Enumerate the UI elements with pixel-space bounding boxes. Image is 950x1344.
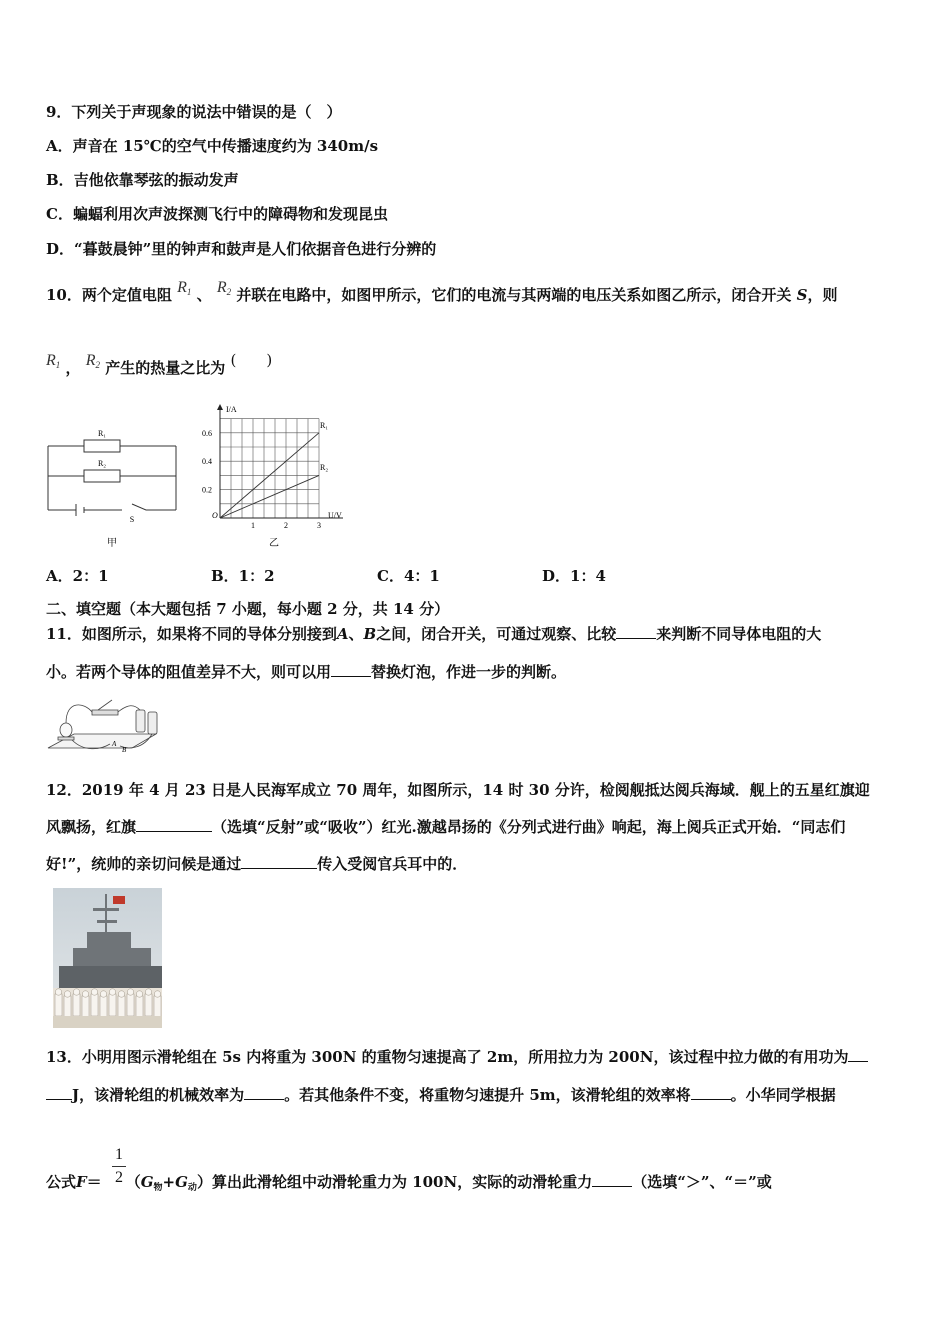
circuit-diagram [44, 420, 184, 550]
sailor-figure [136, 996, 143, 1018]
q10-r1: $R_1$ [177, 279, 192, 297]
q9-option-a: A．声音在 15℃的空气中传播速度约为 340m/s [46, 137, 379, 155]
sailor-figure [100, 996, 107, 1018]
circuit-caption: 甲 [107, 538, 117, 549]
q10-paren: ( ) [230, 351, 273, 369]
sailor-figure [145, 994, 152, 1016]
q10-line2-r2: $R_2$ [85, 352, 101, 370]
q10-option-c: C．4：1 [377, 567, 440, 585]
circuit-switch-label: S [129, 515, 135, 524]
sailor-head [154, 991, 160, 997]
sailor-head [64, 991, 70, 997]
q10-option-a: A．2：1 [46, 567, 109, 585]
graph-y-tick: 0.2 [202, 485, 212, 495]
q9-stem: 9．下列关于声现象的说法中错误的是（ ） [46, 103, 342, 121]
q13-blank-1b [46, 1085, 72, 1100]
sailor-figure [109, 994, 116, 1016]
q12-blank-1 [136, 817, 212, 832]
q10-text-1: 10．两个定值电阻 [46, 286, 172, 304]
q11-fig-a: A [112, 740, 117, 748]
q10-r2: $R_2$ [216, 279, 232, 297]
graph-line-r2 [220, 475, 319, 518]
sailor-head [55, 989, 61, 995]
q12-blank-2 [241, 854, 317, 869]
q11-circuit-figure [44, 690, 162, 754]
q10-option-b: B．1：2 [211, 567, 275, 585]
q10-line2-sep: ， [65, 359, 81, 377]
q11-fig-b: B [122, 746, 127, 754]
q13-blank-3 [691, 1085, 731, 1100]
q13-fraction-numerator: 1 [115, 1146, 123, 1163]
sailor-head [100, 991, 106, 997]
sailor-head [118, 991, 124, 997]
sailor-head [136, 991, 142, 997]
sailor-figure [55, 994, 62, 1016]
q10-text-2: 并联在电路中，如图甲所示，它们的电流与其两端的电压关系如图乙所示，闭合开关 [236, 286, 792, 304]
sailor-head [91, 989, 97, 995]
sailor-figure [91, 994, 98, 1016]
q11-line1: 11．如图所示，如果将不同的导体分别接到A、B之间，闭合开关，可通过观察、比较 来判断不同导体电阻的大 [46, 625, 822, 643]
q10-line2-r1: $R_1$ [46, 352, 61, 370]
sailor-head [109, 989, 115, 995]
graph-y-tick: 0.4 [202, 457, 212, 467]
q9-option-b: B．吉他依靠琴弦的振动发声 [46, 171, 239, 189]
section-2-title: 二、填空题（本大题包括 7 小题，每小题 2 分，共 14 分） [46, 600, 450, 618]
sailor-figure [82, 996, 89, 1018]
q12-line1: 12．2019 年 4 月 23 日是人民海军成立 70 周年，如图所示，14 时 30 分许，检阅舰抵达阅兵海域．舰上的五星红旗迎 [46, 781, 870, 799]
graph-r2-label: R₂ [320, 463, 329, 472]
sailor-figure [64, 996, 71, 1018]
sailor-figure [154, 996, 161, 1018]
sailor-figure [127, 994, 134, 1016]
circuit-r2-label: R₂ [97, 459, 107, 468]
q13-line2: J，该滑轮组的机械效率为 。若其他条件不变，将重物匀速提升 5m，该滑轮组的效率将 。小华同学根据 [46, 1085, 836, 1105]
q12-flag [113, 896, 125, 904]
graph-x-tick: 1 [251, 521, 255, 530]
sailor-head [127, 989, 133, 995]
q9-option-c: C．蝙蝠利用次声波探测飞行中的障碍物和发现昆虫 [46, 205, 388, 223]
graph-x-tick: 2 [284, 521, 288, 530]
q13-blank-4 [592, 1172, 632, 1187]
graph-r1-label: R₁ [320, 421, 329, 430]
graph-y-tick: 0.6 [202, 428, 212, 438]
q12-warship-photo [53, 888, 162, 1028]
q12-line3: 好!”，统帅的亲切问候是通过 传入受阅官兵耳中的． [46, 855, 468, 873]
sailor-figure [73, 994, 80, 1016]
q10-option-d: D．1：4 [542, 567, 606, 585]
q13-fraction-denominator: 2 [115, 1169, 123, 1186]
q13-line1: 13．小明用图示滑轮组在 5s 内将重为 300N 的重物匀速提高了 2m，所用拉力为 200N，该过程中拉力做的有用功为 [46, 1047, 868, 1067]
q13-blank-2 [244, 1085, 284, 1100]
sailor-head [145, 989, 151, 995]
q10-sep: 、 [196, 286, 212, 304]
graph-origin: O [212, 511, 218, 520]
q13-line3: 公式$F= (G_物+G_动)$算出此滑轮组中动滑轮重力为 100N，实际的动滑轮重力 （选填“＞”、“＝”或 [46, 1173, 772, 1193]
graph-y-axis-label: I/A [226, 405, 237, 414]
q9-option-d: D．“暮鼓晨钟”里的钟声和鼓声是人们依据音色进行分辨的 [46, 240, 437, 258]
q10-s: S [796, 286, 808, 304]
q11-blank-1 [616, 624, 656, 639]
q10-line1 [46, 279, 838, 310]
q10-line2-text: 产生的热量之比为 [105, 359, 226, 377]
q10-text-3: ，则 [807, 286, 838, 304]
circuit-r1-label: R₁ [97, 429, 107, 438]
sailor-figure [118, 996, 125, 1018]
iu-graph [198, 400, 358, 550]
q10-line2 [46, 351, 273, 383]
graph-caption: 乙 [269, 538, 279, 549]
graph-x-tick: 3 [317, 521, 321, 530]
q11-blank-2 [331, 662, 371, 677]
sailor-head [82, 991, 88, 997]
sailor-head [73, 989, 79, 995]
q12-line2: 风飘扬，红旗 （选填“反射”或“吸收”）红光.激越昂扬的《分列式进行曲》响起，海上阅兵正式开始．“同志们 [46, 818, 846, 836]
graph-x-axis-label: U/V [328, 511, 342, 520]
q11-line2: 小。若两个导体的阻值差异不大，则可以用 替换灯泡，作进一步的判断。 [46, 663, 567, 681]
q13-blank-1a [848, 1047, 868, 1062]
